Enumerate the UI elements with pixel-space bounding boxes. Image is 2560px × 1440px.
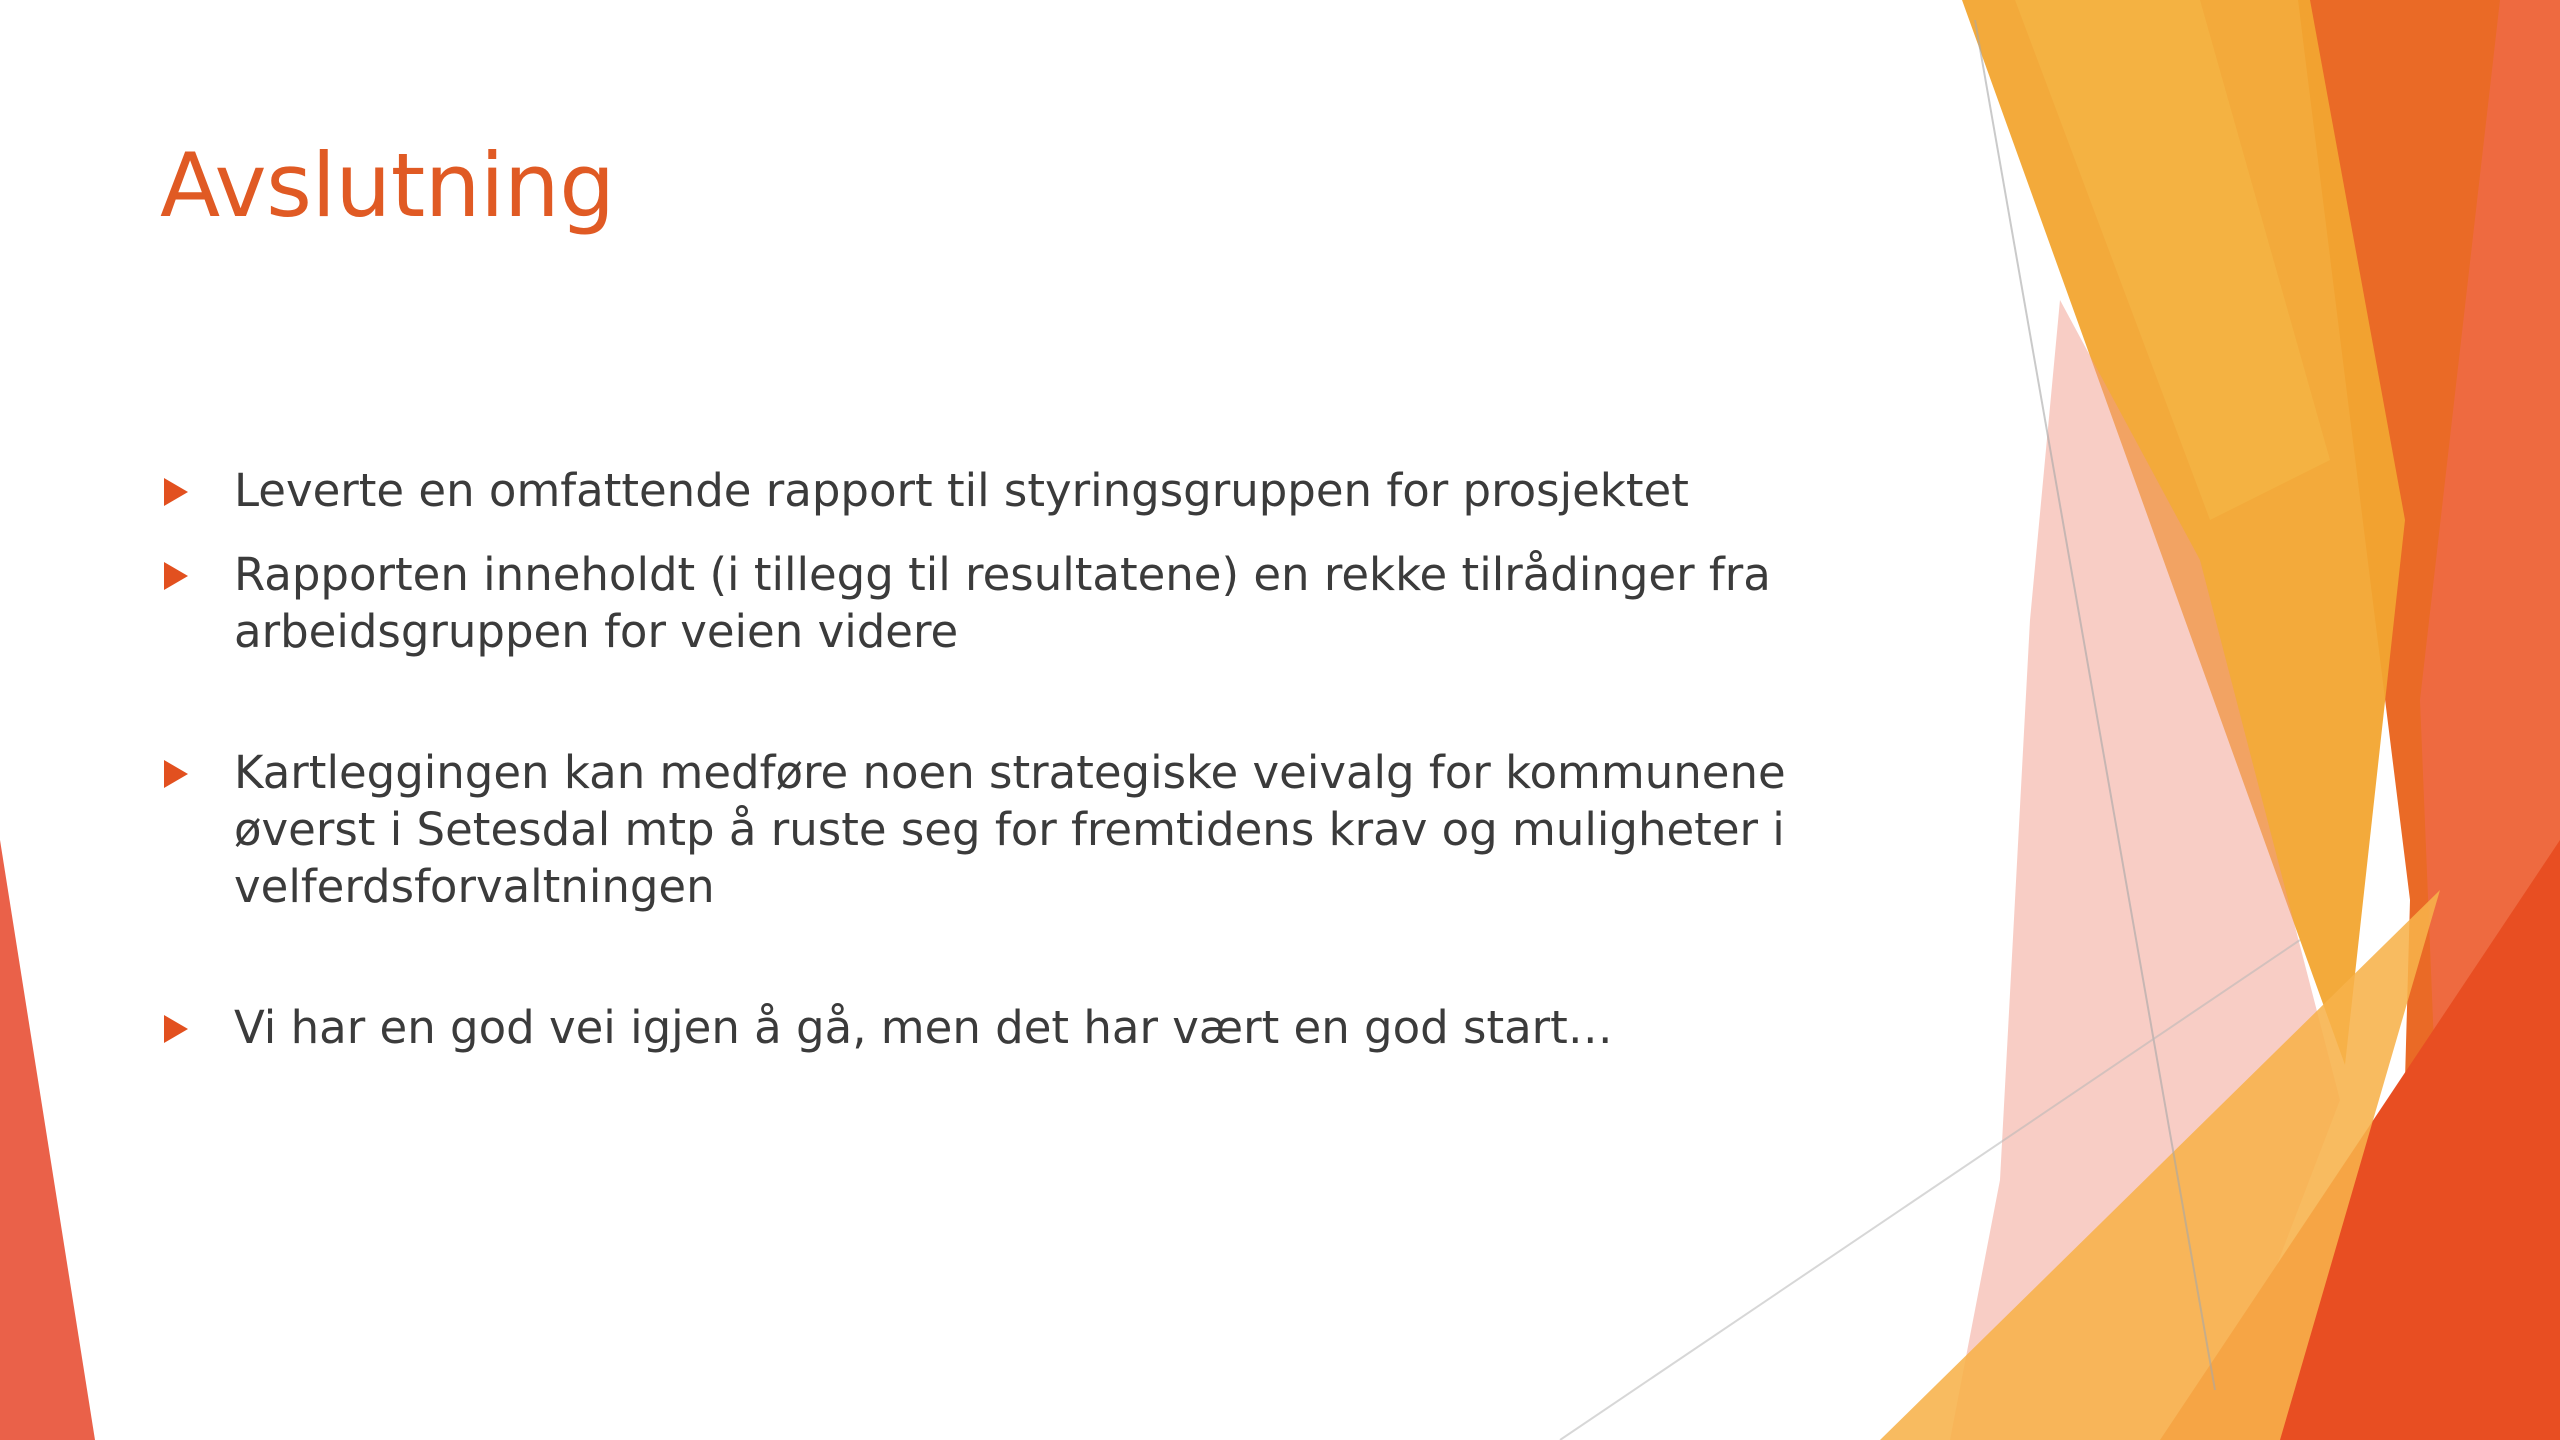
triangle-right-icon	[164, 562, 188, 590]
triangle-right-icon	[164, 1015, 188, 1043]
bullet-item	[160, 999, 1920, 1056]
left-facet	[0, 840, 95, 1440]
bullet-text: Leverte en omfattende rapport til styringsgruppen for prosjektet	[234, 464, 1689, 517]
bullet-list	[160, 462, 1920, 1056]
bullet-item	[160, 744, 1920, 915]
slide-title: Avslutning	[160, 134, 615, 237]
bullet-item	[160, 462, 1920, 519]
bullet-text: Rapporten inneholdt (i tillegg til resultatene) en rekke tilrådinger fra arbeidsgruppen for veien videre	[234, 548, 1771, 658]
bullet-text: Kartleggingen kan medføre noen strategiske veivalg for kommunene øverst i Setesdal mtp å ruste seg for fremtidens krav og muligheter i velferdsforvaltningen	[234, 746, 1786, 913]
triangle-right-icon	[164, 760, 188, 788]
bullet-item	[160, 546, 1920, 660]
bullet-text: Vi har en god vei igjen å gå, men det har vært en god start…	[234, 1001, 1613, 1054]
triangle-right-icon	[164, 478, 188, 506]
